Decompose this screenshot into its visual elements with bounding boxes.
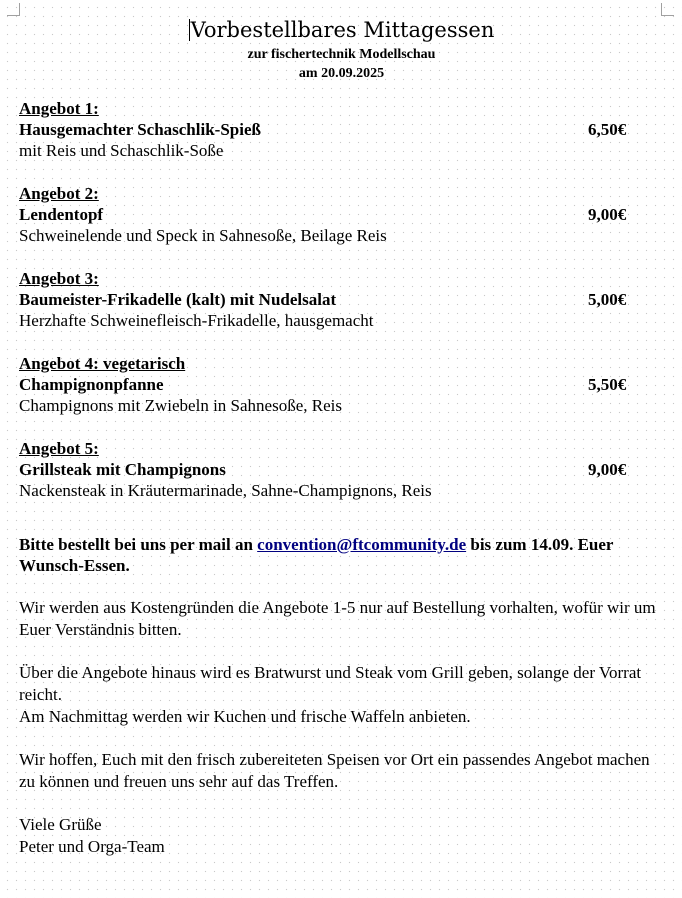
grill-note-paragraph: Über die Angebote hinaus wird es Bratwurst und Steak vom Grill geben, solange der Vorrat reicht. — [19, 663, 642, 704]
offer-price: 9,00€ — [588, 205, 627, 224]
offer-description: Herzhafte Schweinefleisch-Frikadelle, hausgemacht — [19, 311, 374, 330]
offer-name: Baumeister-Frikadelle (kalt) mit Nudelsalat — [19, 290, 337, 309]
offer-price: 6,50€ — [588, 120, 627, 139]
offer-row — [19, 374, 664, 395]
greeting-line: Viele Grüße — [19, 815, 102, 834]
offer-price: 5,50€ — [588, 375, 627, 394]
offer-description: Nackensteak in Kräutermarinade, Sahne-Champignons, Reis — [19, 481, 432, 500]
order-instructions — [19, 534, 664, 576]
order-email-link[interactable]: convention@ftcommunity.de — [257, 535, 467, 554]
menu-offer-2 — [19, 183, 664, 247]
offer-name: Grillsteak mit Champignons — [19, 460, 226, 479]
offer-price: 9,00€ — [588, 460, 627, 479]
menu-offer-5 — [19, 438, 664, 502]
offer-name: Hausgemachter Schaschlik-Spieß — [19, 120, 261, 139]
offer-row — [19, 459, 664, 480]
offer-price: 5,00€ — [588, 290, 627, 309]
offer-row — [19, 289, 664, 310]
menu-offer-1 — [19, 98, 664, 162]
offer-label: Angebot 2: — [19, 184, 99, 203]
document-body[interactable] — [19, 15, 664, 858]
order-prefix: Bitte bestellt bei uns per mail an — [19, 535, 258, 554]
offer-row — [19, 119, 664, 140]
page-title — [19, 15, 664, 45]
menu-list — [19, 98, 664, 502]
subtitle-event: zur fischertechnik Modellschau — [247, 47, 436, 62]
offer-description: Champignons mit Zwiebeln in Sahnesoße, Reis — [19, 396, 342, 415]
offer-description: mit Reis und Schaschlik-Soße — [19, 141, 224, 160]
offer-row — [19, 204, 664, 225]
subtitle-date: am 20.09.2025 — [298, 66, 385, 81]
signature-line: Peter und Orga-Team — [19, 837, 165, 856]
page-title-text: Vorbestellbares Mittagessen — [190, 18, 495, 42]
offer-name: Lendentopf — [19, 205, 104, 224]
text-cursor — [189, 19, 190, 41]
offer-name: Champignonpfanne — [19, 375, 164, 394]
menu-offer-3 — [19, 268, 664, 332]
offer-label: Angebot 4: vegetarisch — [19, 354, 186, 373]
offer-label: Angebot 5: — [19, 439, 99, 458]
offer-label: Angebot 3: — [19, 269, 99, 288]
cost-note-paragraph: Wir werden aus Kostengründen die Angebote 1-5 nur auf Bestellung vorhalten, wofür wir um Euer Verständnis bitten. — [19, 598, 656, 639]
order-suffix: bis zum 14.09. Euer Wunsch-Essen. — [19, 535, 614, 575]
afternoon-note-paragraph: Am Nachmittag werden wir Kuchen und frische Waffeln anbieten. — [19, 707, 471, 726]
menu-offer-4 — [19, 353, 664, 417]
closing-paragraph: Wir hoffen, Euch mit den frisch zubereiteten Speisen vor Ort ein passendes Angebot machen zu können und freuen uns sehr auf das Treffen. — [19, 750, 650, 791]
offer-label: Angebot 1: — [19, 99, 99, 118]
offer-description: Schweinelende und Speck in Sahnesoße, Beilage Reis — [19, 226, 387, 245]
